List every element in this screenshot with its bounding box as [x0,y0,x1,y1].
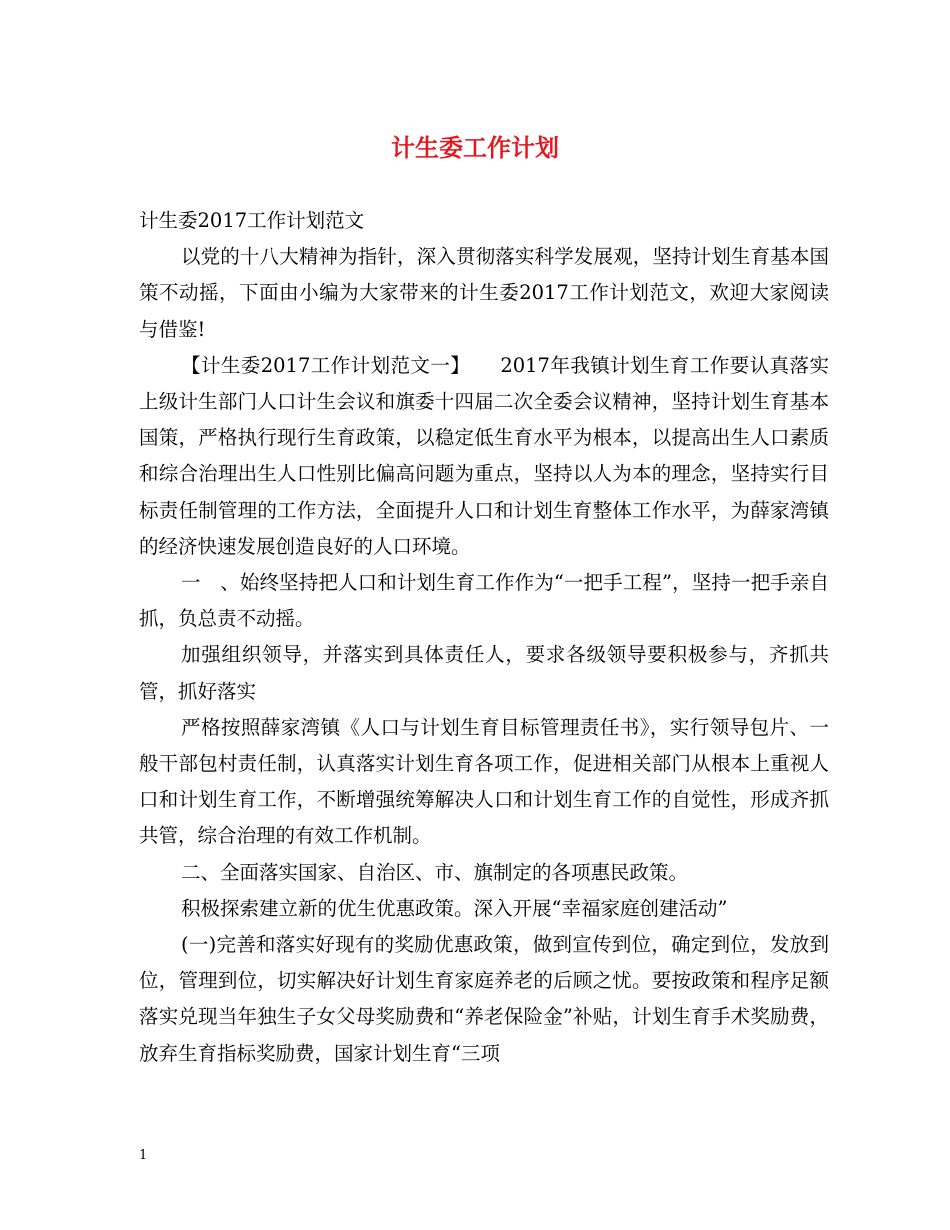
explore-policy-paragraph: 积极探索建立新的优生优惠政策。深入开展“幸福家庭创建活动” [181,896,728,920]
section-one-paragraph: 一 、始终坚持把人口和计划生育工作作为“一把手工程”，坚持一把手亲自抓，负总责不动摇。 [139,571,829,631]
page-number: 1 [139,1148,148,1163]
subtitle-paragraph: 计生委2017工作计划范文 [139,209,365,232]
document-title: 计生委工作计划 [391,133,559,162]
intro-paragraph: 以党的十八大精神为指针，深入贯彻落实科学发展观，坚持计划生育基本国策不动摇，下面由小编为大家带来的计生委2017工作计划范文，欢迎大家阅读与借鉴! [139,245,829,341]
plan-paragraph: 【计生委2017工作计划范文一】 2017年我镇计划生育工作要认真落实上级计生部门人口计生会议和旗委十四届二次全委会议精神，坚持计划生育基本国策，严格执行现行生育政策，以稳定低生育水平为根本，以提高出生人口素质和综合治理出生人口性别比偏高问题为重点，坚持以人为本的理念，坚持实行目标责任制管理的工作方法，全面提升人口和计划生育整体工作水平，为薛家湾镇的经济快速发展创造良好的人口环境。 [139,353,829,558]
reward-policy-paragraph: (一)完善和落实好现有的奖励优惠政策，做到宣传到位，确定到位，发放到位，管理到位，切实解决好计划生育家庭养老的后顾之忧。要按政策和程序足额落实兑现当年独生子女父母奖励费和“养老保险金”补贴，计划生育手术奖励费，放弃生育指标奖励费，国家计划生育“三项 [139,933,829,1065]
document-body [139,203,829,1072]
section-two-paragraph: 二、全面落实国家、自治区、市、旗制定的各项惠民政策。 [181,860,689,884]
leadership-paragraph: 加强组织领导，并落实到具体责任人，要求各级领导要积极参与，齐抓共管，抓好落实 [139,643,829,703]
responsibility-paragraph: 严格按照薛家湾镇《人口与计划生育目标管理责任书》，实行领导包片、一般干部包村责任制，认真落实计划生育各项工作，促进相关部门从根本上重视人口和计划生育工作，不断增强统筹解决人口和计划生育工作的自觉性，形成齐抓共管，综合治理的有效工作机制。 [139,715,829,848]
